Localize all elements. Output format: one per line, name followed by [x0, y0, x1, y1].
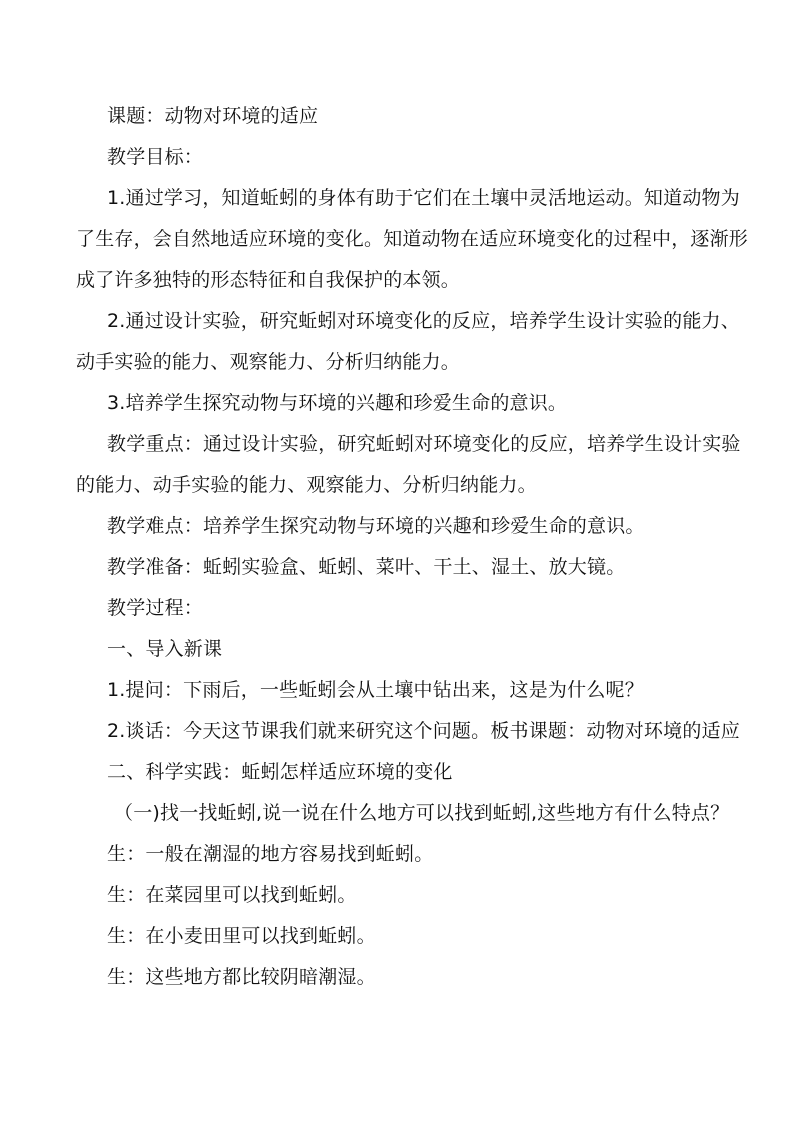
- student-answer-3: 生：在小麦田里可以找到蚯蚓。: [107, 925, 376, 947]
- part-2-heading: 二、科学实践：蚯蚓怎样适应环境的变化: [107, 761, 453, 783]
- objective-2-line-1: 2.通过设计实验，研究蚯蚓对环境变化的反应，培养学生设计实验的能力、: [107, 310, 740, 332]
- teaching-focus-line-1: 教学重点：通过设计实验，研究蚯蚓对环境变化的反应，培养学生设计实验: [107, 433, 741, 455]
- student-answer-4: 生：这些地方都比较阴暗潮湿。: [107, 966, 376, 988]
- objective-1-line-3: 成了许多独特的形态特征和自我保护的本领。: [76, 269, 461, 291]
- teaching-preparation: 教学准备：蚯蚓实验盒、蚯蚓、菜叶、干土、湿土、放大镜。: [107, 556, 626, 578]
- objective-1-line-1: 1.通过学习，知道蚯蚓的身体有助于它们在土壤中灵活地运动。知道动物为: [107, 187, 740, 209]
- section-heading-process: 教学过程：: [107, 597, 204, 619]
- student-answer-1: 生：一般在潮湿的地方容易找到蚯蚓。: [107, 843, 434, 865]
- objective-1-line-2: 了生存，会自然地适应环境的变化。知道动物在适应环境变化的过程中，逐渐形: [76, 228, 749, 250]
- document-body: [76, 96, 749, 998]
- teaching-focus-line-2: 的能力、动手实验的能力、观察能力、分析归纳能力。: [76, 474, 537, 496]
- part-1-item-2: 2.谈话：今天这节课我们就来研究这个问题。板书课题：动物对环境的适应: [107, 720, 740, 742]
- objective-2-line-2: 动手实验的能力、观察能力、分析归纳能力。: [76, 351, 461, 373]
- part-1-item-1: 1.提问：下雨后，一些蚯蚓会从土壤中钻出来，这是为什么呢？: [107, 679, 644, 701]
- lesson-title: 课题：动物对环境的适应: [107, 105, 319, 127]
- part-1-heading: 一、导入新课: [107, 638, 223, 660]
- activity-1-question: （一)找一找蚯蚓,说一说在什么地方可以找到蚯蚓,这些地方有什么特点？: [114, 802, 730, 824]
- section-heading-objectives: 教学目标：: [107, 146, 204, 168]
- teaching-difficulty: 教学难点：培养学生探究动物与环境的兴趣和珍爱生命的意识。: [107, 515, 645, 537]
- student-answer-2: 生：在菜园里可以找到蚯蚓。: [107, 884, 357, 906]
- objective-3: 3.培养学生探究动物与环境的兴趣和珍爱生命的意识。: [107, 392, 568, 414]
